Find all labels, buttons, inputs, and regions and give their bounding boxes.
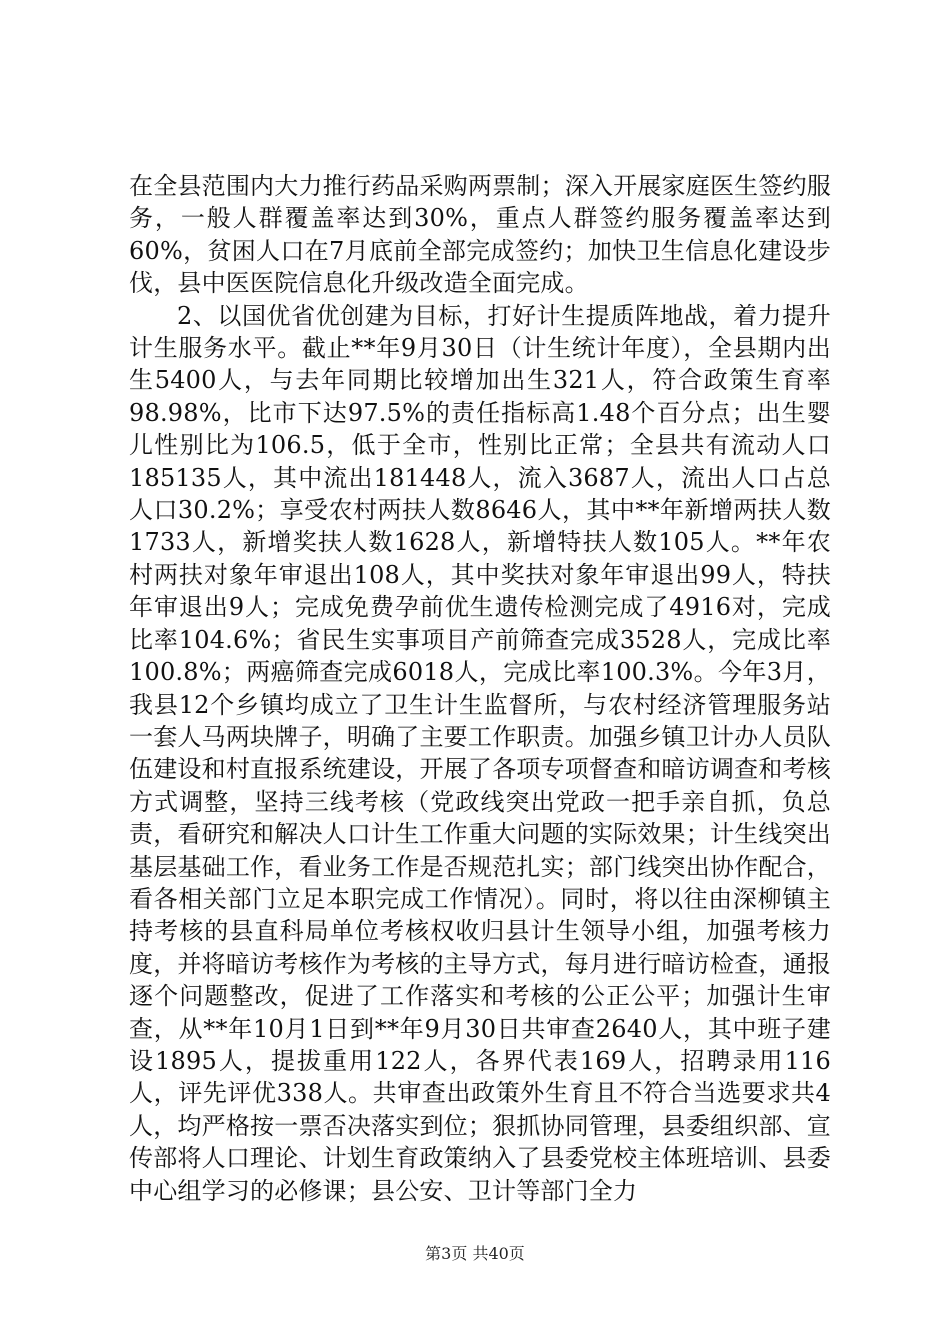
page-footer	[0, 1241, 950, 1264]
document-body	[129, 170, 831, 1207]
paragraph-2: 2、以国优省优创建为目标，打好计生提质阵地战，着力提升计生服务水平。截止**年9月30日（计生统计年度），全县期内出生5400人，与去年同期比较增加出生321人，符合政策生育率98.98%，比市下达97.5%的责任指标高1.48个百分点；出生婴儿性别比为106.5，低于全市，性别比正常；全县共有流动人口185135人，其中流出181448人，流入3687人，流出人口占总人口30.2%；享受农村两扶人数8646人，其中**年新增两扶人数1733人，新增奖扶人数1628人，新增特扶人数105人。**年农村两扶对象年审退出108人，其中奖扶对象年审退出99人，特扶年审退出9人；完成免费孕前优生遗传检测完成了4916对，完成比率104.6%；省民生实事项目产前筛查完成3528人，完成比率100.8%；两癌筛查完成6018人，完成比率100.3%。今年3月，我县12个乡镇均成立了卫生计生监督所，与农村经济管理服务站一套人马两块牌子，明确了主要工作职责。加强乡镇卫计办人员队伍建设和村直报系统建设，开展了各项专项督查和暗访调查和考核方式调整，坚持三线考核（党政线突出党政一把手亲自抓，负总责，看研究和解决人口计生工作重大问题的实际效果；计生线突出基层基础工作，看业务工作是否规范扎实；部门线突出协作配合，看各相关部门立足本职完成工作情况）。同时，将以往由深柳镇主持考核的县直科局单位考核权收归县计生领导小组，加强考核力度，并将暗访考核作为考核的主导方式，每月进行暗访检查，通报逐个问题整改，促进了工作落实和考核的公正公平；加强计生审查，从**年10月1日到**年9月30日共审查2640人，其中班子建设1895人，提拔重用122人，各界代表169人，招聘录用116人，评先评优338人。共审查出政策外生育且不符合当选要求共4人，均严格按一票否决落实到位；狠抓协同管理，县委组织部、宣传部将人口理论、计划生育政策纳入了县委党校主体班培训、县委中心组学习的必修课；县公安、卫计等部门全力	[129, 301, 831, 1205]
page-number-label: 第3页 共40页	[425, 1244, 525, 1263]
paragraph-1: 在全县范围内大力推行药品采购两票制；深入开展家庭医生签约服务，一般人群覆盖率达到30%，重点人群签约服务覆盖率达到60%，贫困人口在7月底前全部完成签约；加快卫生信息化建设步伐，县中医医院信息化升级改造全面完成。	[129, 172, 831, 298]
